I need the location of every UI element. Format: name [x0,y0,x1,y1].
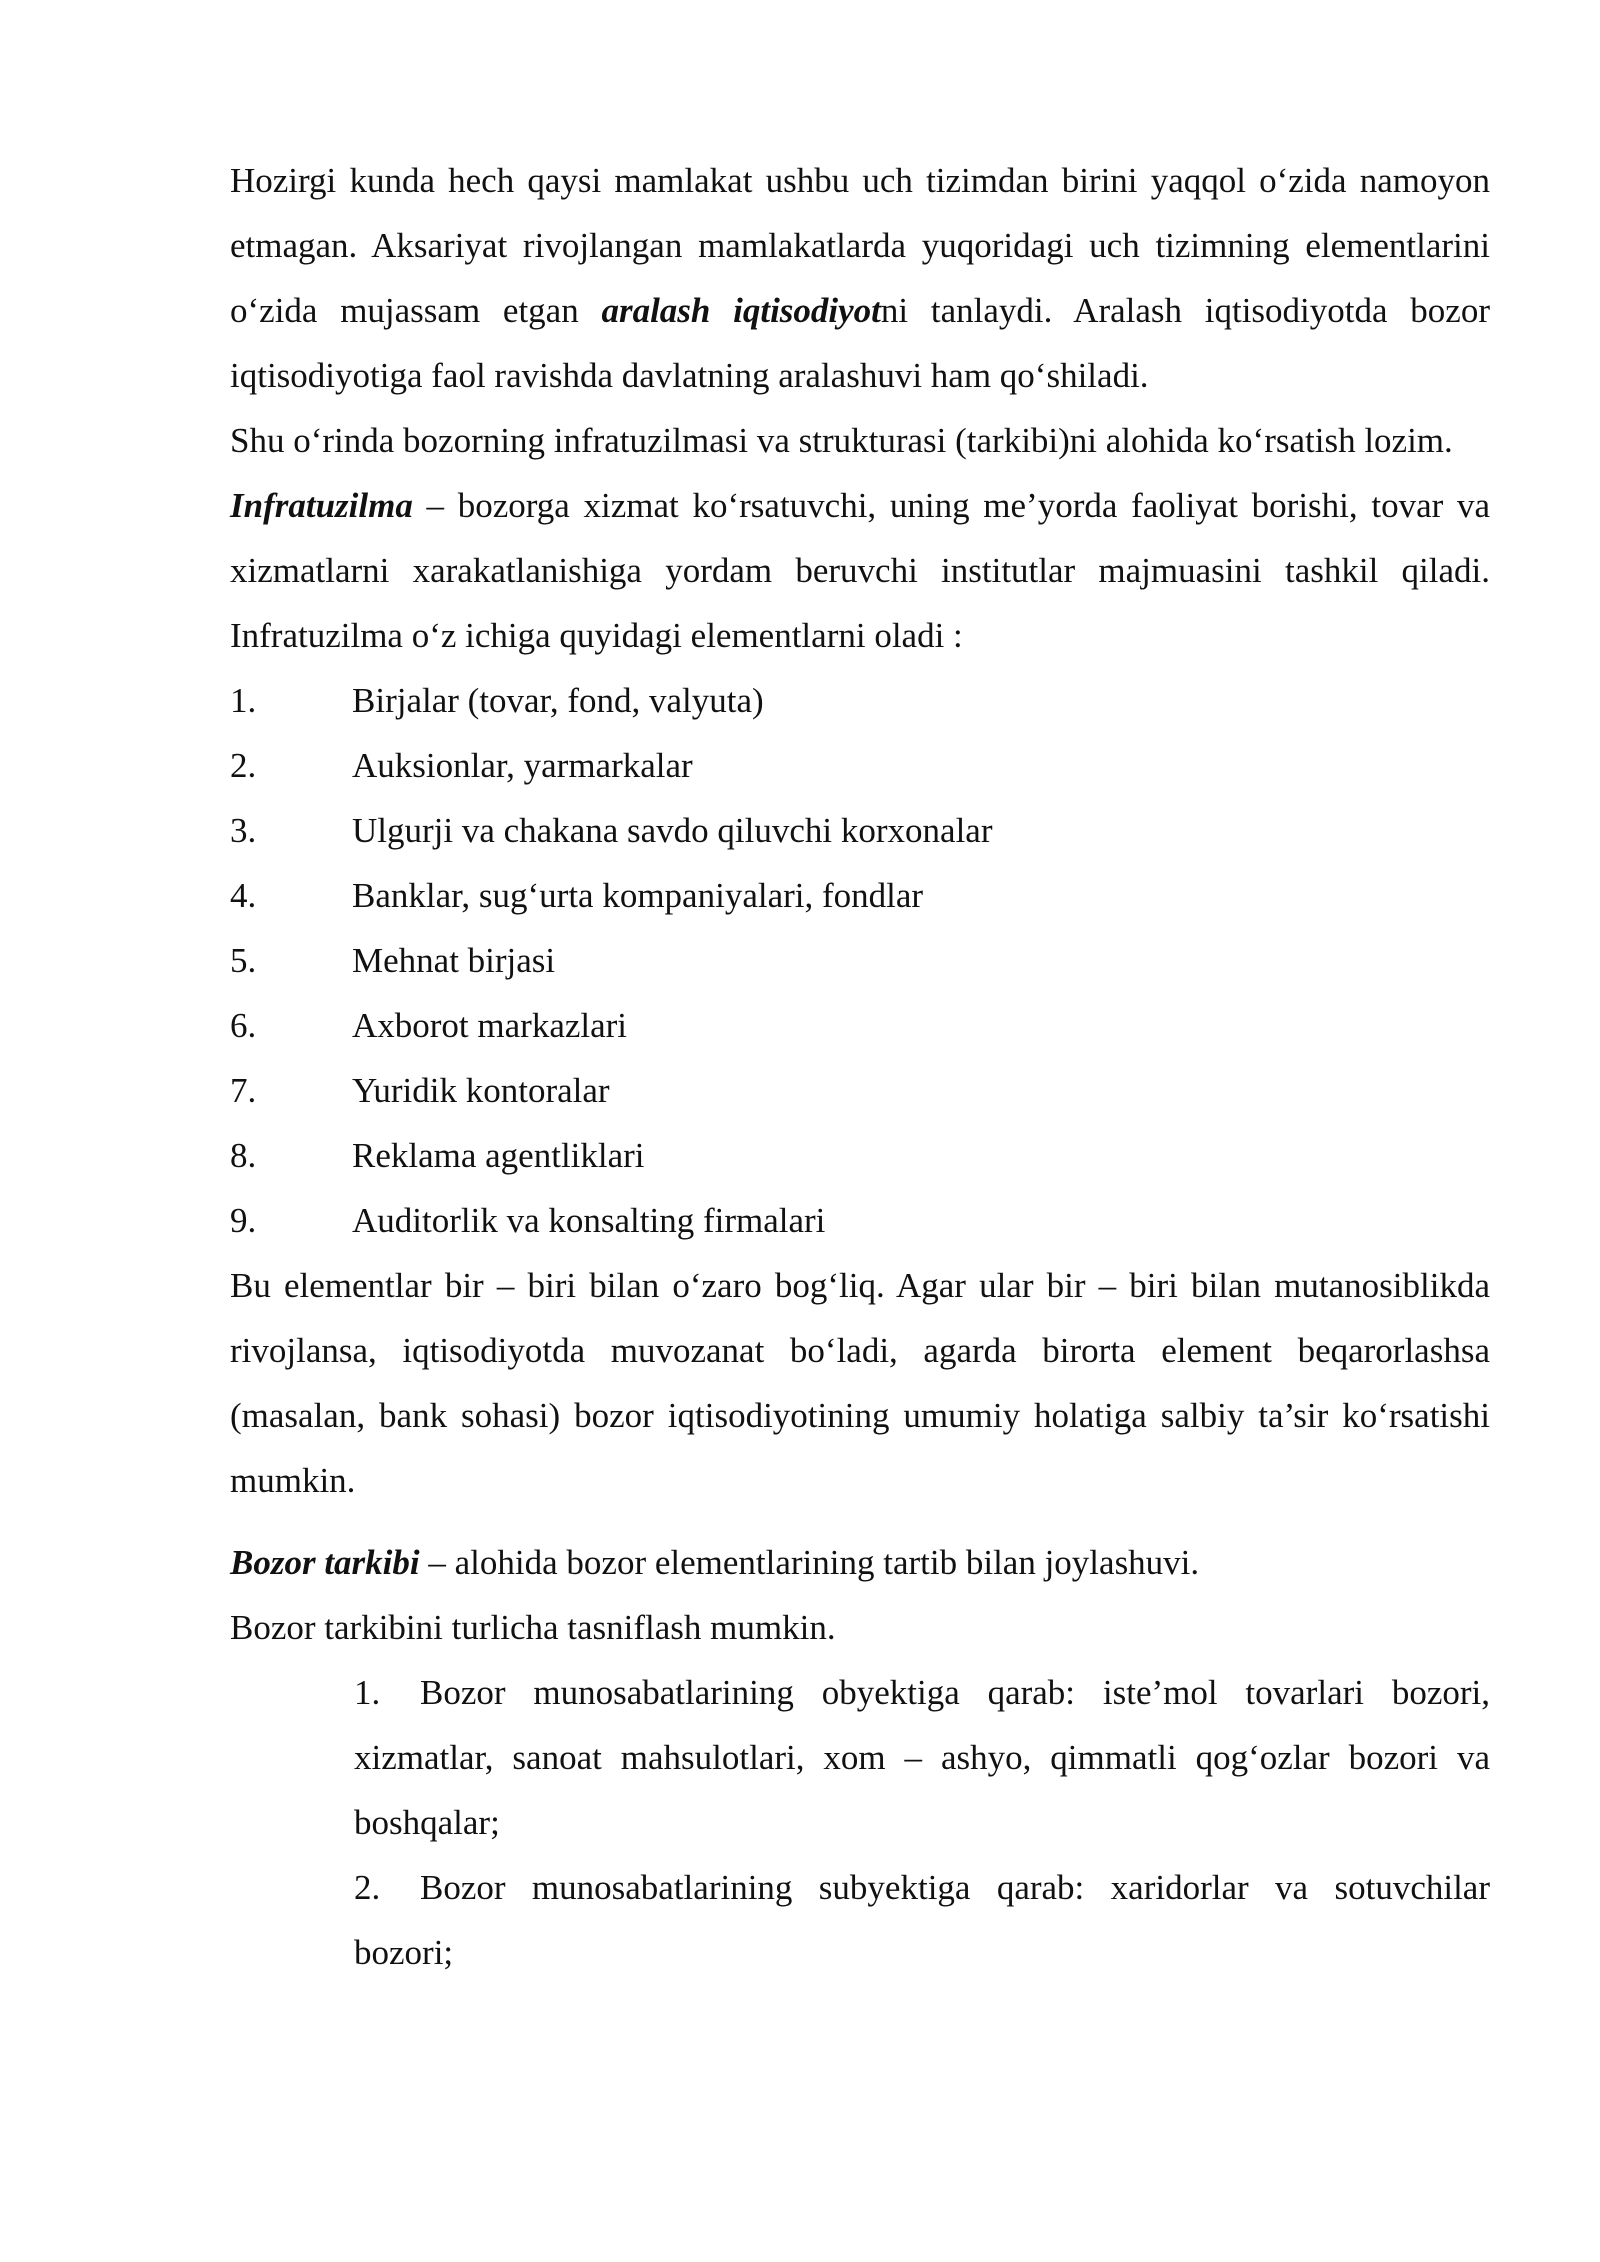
list-item [230,798,1490,863]
list-number: 3. [230,811,257,850]
paragraph-text: – bozorga xizmat ko‘rsatuvchi, uning me’yorda faoliyat borishi, tovar va xizmatlarni xarakatlanishiga yordam beruvchi institutlar majmuasini tashkil qiladi. Infratuzilma o‘z ichiga quyidagi elementlarni oladi : [230,486,1490,655]
list-item [230,928,1490,993]
list-item [230,1188,1490,1253]
paragraph-text: Hozirgi kunda hech qaysi mamlakat ushbu uch tizimdan birini yaqqol o‘zida namoyon etmagan. Aksariyat rivojlangan mamlakatlarda yuqoridagi uch tizimning elementlarini o‘zida mujassam etgan [230,161,1490,330]
list-item [230,863,1490,928]
paragraph-interdependence: Bu elementlar bir – biri bilan o‘zaro bog‘liq. Agar ular bir – biri bilan mutanosiblikda rivojlansa, iqtisodiyotda muvozanat bo‘ladi, agarda birorta element beqarorlashsa (masalan, bank sohasi) bozor iqtisodiyotining umumiy holatiga salbiy ta’sir ko‘rsatishi mumkin. [230,1266,1490,1500]
list-text: Ulgurji va chakana savdo qiluvchi korxonalar [352,811,993,850]
list-number: 6. [230,1006,257,1045]
paragraph-text: ni tanlaydi. Aralash iqtisodiyotda bozor iqtisodiyotiga faol ravishda davlatning aralashuvi ham qo‘shiladi. [230,291,1490,395]
list-text: Yuridik kontoralar [352,1071,610,1110]
paragraph-mixed-economy [230,148,1490,408]
paragraph-infrastructure-intro: Shu o‘rinda bozorning infratuzilmasi va strukturasi (tarkibi)ni alohida ko‘rsatish lozim. [230,421,1453,460]
paragraph-infrastructure-definition [230,473,1490,668]
spacer [230,1513,1490,1530]
list-number: 7. [230,1071,257,1110]
list-text: Mehnat birjasi [352,941,556,980]
list-item [230,668,1490,733]
document-page [230,148,1490,1985]
list-text: Auksionlar, yarmarkalar [352,746,693,785]
paragraph-classification-intro: Bozor tarkibini turlicha tasniflash mumkin. [230,1608,836,1647]
list-text: Bozor munosabatlarining obyektiga qarab: iste’mol tovarlari bozori, xizmatlar, sanoat mahsulotlari, xom – ashyo, qimmatli qog‘ozlar bozori va boshqalar; [354,1673,1490,1842]
list-item [230,1058,1490,1123]
list-item [230,1123,1490,1188]
classification-list [230,1660,1490,1985]
list-text: Auditorlik va konsalting firmalari [352,1201,826,1240]
list-text: Bozor munosabatlarining subyektiga qarab: xaridorlar va sotuvchilar bozori; [354,1868,1490,1972]
list-text: Reklama agentliklari [352,1136,645,1175]
infrastructure-list [230,668,1490,1253]
list-text: Axborot markazlari [352,1006,628,1045]
list-text: Birjalar (tovar, fond, valyuta) [352,681,764,720]
term-market-structure: Bozor tarkibi [230,1543,420,1582]
paragraph-market-structure-definition [230,1530,1490,1595]
list-number: 8. [230,1136,257,1175]
list-item [354,1660,1490,1855]
list-number: 5. [230,941,257,980]
list-item [230,733,1490,798]
list-number: 2. [354,1868,381,1907]
term-infrastructure: Infratuzilma [230,486,413,525]
list-number: 1. [354,1673,381,1712]
paragraph-text: – alohida bozor elementlarining tartib bilan joylashuvi. [419,1543,1200,1582]
list-number: 1. [230,681,257,720]
list-item [230,993,1490,1058]
list-number: 9. [230,1201,257,1240]
list-number: 4. [230,876,257,915]
list-item [354,1855,1490,1985]
list-text: Banklar, sug‘urta kompaniyalari, fondlar [352,876,924,915]
list-number: 2. [230,746,257,785]
term-mixed-economy: aralash iqtisodiyot [601,291,881,330]
